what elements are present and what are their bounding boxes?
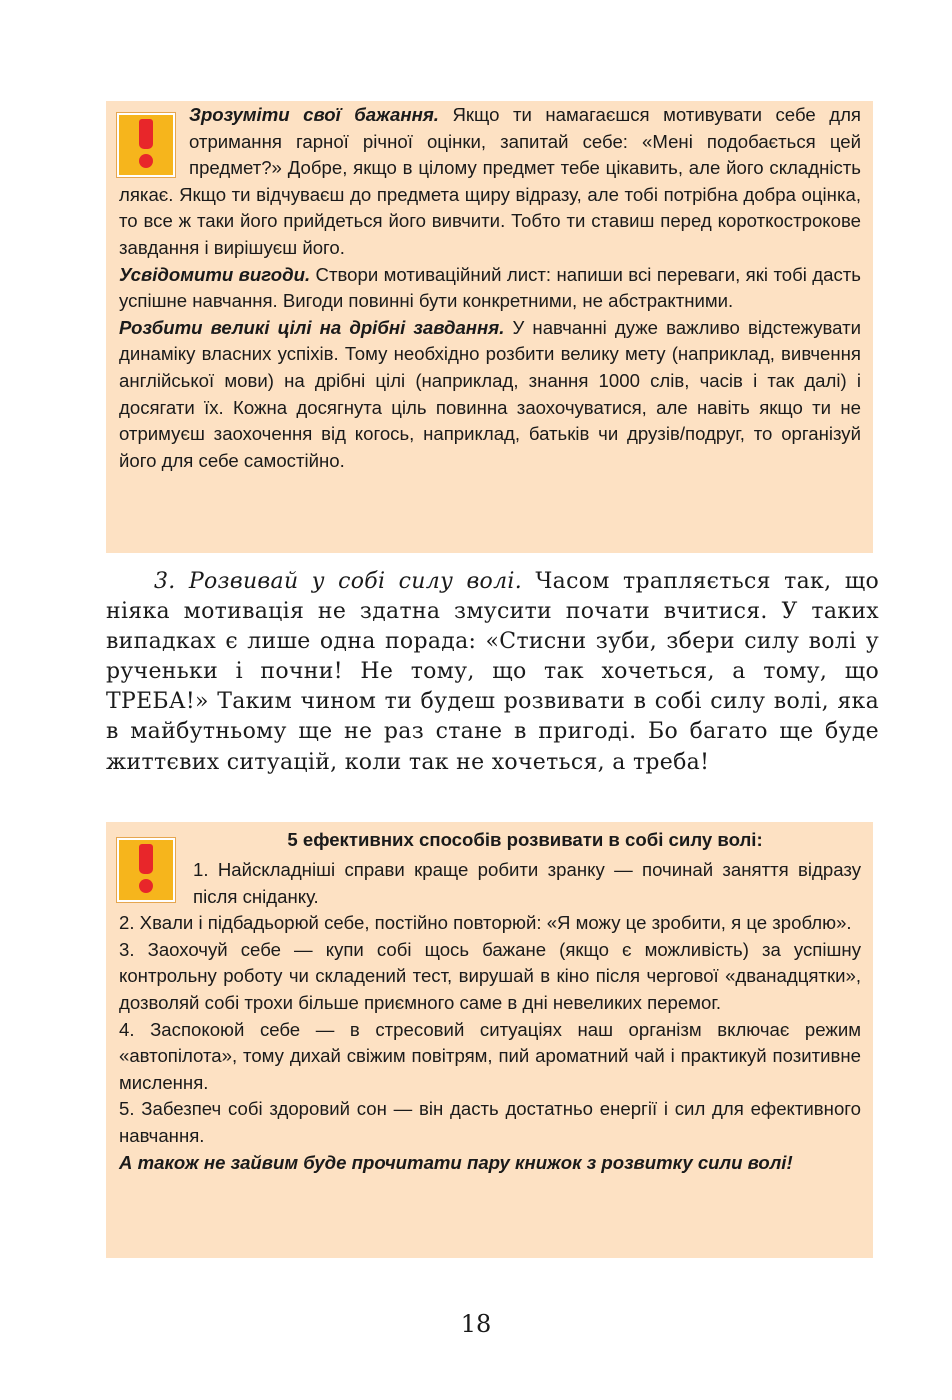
list-item: 4. Заспокоюй себе — в стресовий ситуаціях наш організм включає режим «автопілота», тому дихай свіжим повітрям, пий ароматний чай і практикуй позитивне мислення. bbox=[119, 1018, 861, 1093]
tip-box-willpower bbox=[106, 822, 873, 1258]
tip-lead: Розбити великі цілі на дрібні завдання. bbox=[119, 316, 505, 338]
tip-box-motivation bbox=[106, 101, 873, 553]
tip-paragraph-benefits bbox=[119, 262, 861, 315]
list-item: 2. Хвали і підбадьорюй себе, постійно повторюй: «Я можу це зробити, я це зроблю». bbox=[119, 912, 852, 934]
tip-paragraph-wishes bbox=[119, 102, 861, 262]
tip-lead: Зрозуміти свої бажання. bbox=[189, 104, 439, 125]
list-item: 3. Заохочуй себе — купи собі щось бажане (якщо є можливість) за успішну контрольну роботу чи складений тест, вирушай в кіно після чергової «дванадцятки», дозволяй собі трохи більше приємного саме в дні невеликих перемог. bbox=[119, 938, 861, 1013]
page-number: 18 bbox=[460, 1310, 492, 1338]
section-lead: 3. Розвивай у собі силу волі. bbox=[154, 569, 523, 594]
main-paragraph-willpower bbox=[106, 567, 879, 778]
exclamation-warning-icon bbox=[117, 113, 175, 177]
tip-text: Створи мотиваційний лист: напиши всі переваги, які тобі дасть успішне навчання. Вигоди повинні бути конкретними, не абстрактними. bbox=[119, 263, 861, 312]
tip-closing: А також не зайвим буде прочитати пару книжок з розвитку сили волі! bbox=[119, 1151, 793, 1173]
tip-lead: Усвідомити вигоди. bbox=[119, 263, 311, 285]
list-item: 5. Забезпеч собі здоровий сон — він дасть достатньо енергії і сил для ефективного навчання. bbox=[119, 1098, 861, 1146]
tip-text: Якщо ти намагаєшся мотивувати себе для отримання гарної річної оцінки, запитай себе: «Мені подобається цей предмет?» Добре, якщо в цілому предмет тебе цікавить, але його складність лякає. Якщо ти відчуваєш до предмета щиру відразу, але тобі потрібна добра оцінка, то все ж таки його прийдеться його вивчити. Тобто ти ставиш перед короткострокове завдання і вирішуєш його. bbox=[119, 104, 862, 258]
tip-heading: 5 ефективних способів розвивати в собі силу волі: bbox=[287, 829, 763, 850]
section-text: Часом трапляється так, що ніяка мотивація не здатна змусити почати вчитися. У таких випадках є лише одна порада: «Стисни зуби, збери силу волі у рученьки і почни! Не тому, що так хочеться, а тому, що ТРЕБА!» Таким чином ти будеш розвивати в собі силу волі, яка в майбутньому ще не раз стане в пригоді. Бо багато ще буде життєвих ситуацій, коли так не хочеться, а треба! bbox=[106, 569, 880, 775]
tip-text: У навчанні дуже важливо відстежувати динаміку власних успіхів. Тому необхідно розбити велику мету (наприклад, вивчення англійської мови) на дрібні цілі (наприклад, знання 1000 слів, часів і так далі) і досягати їх. Кожна досягнута ціль повинна заохочуватися, але навіть якщо ти не отримуєш заохочення від когось, наприклад, батьків чи друзів/подруг, то організуй його для себе самостійно. bbox=[119, 316, 861, 471]
list-item: 1. Найскладніші справи краще робити зранку — починай заняття відразу після сніданку. bbox=[193, 859, 861, 907]
exclamation-warning-icon bbox=[117, 838, 175, 902]
tip-paragraph-goals bbox=[119, 315, 861, 475]
